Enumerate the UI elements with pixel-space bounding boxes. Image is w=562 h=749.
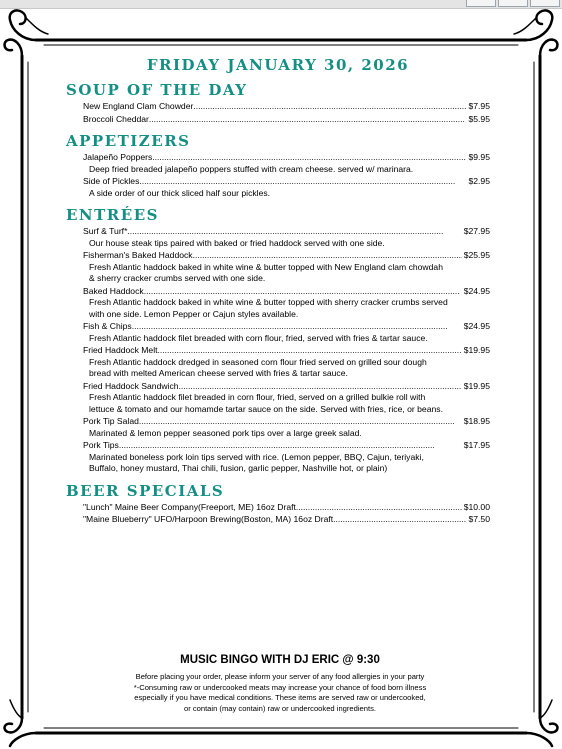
- dot-leader: [132, 320, 462, 333]
- menu-item: [83, 225, 490, 249]
- dot-leader: [149, 113, 467, 126]
- menu-item: [83, 100, 490, 113]
- item-name: New England Clam Chowder: [83, 101, 194, 111]
- item-price: $5.95: [468, 113, 490, 124]
- menu-item-line: [83, 320, 490, 333]
- menu-item-line: [83, 175, 490, 188]
- item-name: "Maine Blueberry" UFO/Harpoon Brewing(Boston, MA) 16oz Draft: [83, 514, 334, 524]
- menu-item: [83, 113, 490, 126]
- item-price: $7.50: [468, 514, 490, 524]
- item-description: Fresh Atlantic haddock filet breaded with corn flour, fried, served with fries & tartar sauce.: [89, 332, 428, 343]
- item-description: Marinated boneless pork loin tips served with rice. (Lemon pepper, BBQ, Cajun, teriyaki, Buffalo, honey mustard, Thai chili, fusion, garlic pepper, Nashville hot, or plain): [89, 451, 424, 473]
- dot-leader: [119, 439, 462, 452]
- item-description: Fresh Atlantic haddock baked in white wine & butter topped with New England clam chowdah & sherry cracker crumbs served with one side.: [89, 261, 443, 283]
- menu-content: [66, 56, 490, 532]
- item-name: Fish & Chips: [83, 321, 132, 331]
- menu-date: FRIDAY JANUARY 30, 2026: [146, 56, 410, 74]
- item-name: Baked Haddock: [83, 285, 144, 296]
- item-description: Fresh Atlantic haddock dredged in seasoned corn flour fried served on grilled sour dough bread with melted American cheese served with fries & tartar sauce.: [89, 356, 427, 378]
- toolbar-button[interactable]: [466, 0, 496, 7]
- menu-item: [83, 249, 490, 285]
- menu-item-line: [83, 439, 490, 452]
- section-title: BEER SPECIALS: [66, 481, 225, 500]
- item-price: $7.95: [468, 101, 490, 111]
- menu-section: [66, 481, 490, 526]
- dot-leader: [296, 501, 462, 514]
- menu-item: [83, 415, 490, 439]
- item-description: Our house steak tips paired with baked or fried haddock served with one side.: [89, 237, 385, 248]
- notice-line: or contain (may contain) raw or undercooked ingredients.: [183, 703, 377, 713]
- item-description: Fresh Atlantic haddock baked in white wine & butter topped with sherry cracker crumbs served with one side. Lemon Pepper or Cajun styles available.: [89, 297, 448, 319]
- menu-item: [83, 380, 490, 416]
- menu-section: [66, 205, 490, 475]
- item-price: $19.95: [463, 345, 490, 355]
- item-price: $18.95: [463, 416, 490, 426]
- event-announcement: MUSIC BINGO WITH DJ ERIC @ 9:30: [180, 654, 380, 666]
- dot-leader: [179, 380, 462, 393]
- dot-leader: [193, 100, 466, 113]
- item-name: Pork Tip Salad: [83, 416, 139, 426]
- dot-leader: [127, 225, 461, 238]
- dot-leader: [152, 151, 466, 164]
- item-price: $2.95: [468, 176, 490, 186]
- item-name: Pork Tips: [83, 440, 119, 450]
- item-name: Fisherman's Baked Haddock: [83, 250, 193, 260]
- item-name: Side of Pickles: [83, 176, 140, 186]
- item-name: Broccoli Cheddar: [83, 113, 149, 124]
- item-price: $17.95: [463, 440, 490, 450]
- menu-item: [83, 513, 490, 526]
- menu-item: [83, 151, 490, 175]
- menu-item-line: [83, 285, 490, 298]
- notice-line: Before placing your order, please inform your server of any food allergies in your party: [135, 672, 425, 681]
- item-name: Fried Haddock Sandwich: [83, 380, 179, 391]
- item-description: Marinated & lemon pepper seasoned pork tips over a large greek salad.: [89, 427, 362, 438]
- menu-item-line: [83, 501, 490, 514]
- menu-item: [83, 439, 490, 475]
- item-price: $27.95: [463, 226, 490, 236]
- menu-item-line: [83, 100, 490, 113]
- allergy-notice: [66, 672, 494, 714]
- menu-item-line: [83, 415, 490, 428]
- dot-leader: [139, 175, 466, 188]
- menu-section: [66, 131, 490, 199]
- menu-footer: [66, 654, 494, 714]
- menu-item-line: [83, 113, 490, 126]
- dot-leader: [333, 513, 466, 526]
- menu-item: [83, 320, 490, 344]
- item-description: Deep fried breaded jalapeño poppers stuffed with cream cheese. served w/ marinara.: [89, 163, 414, 174]
- item-price: $19.95: [463, 380, 490, 391]
- item-price: $24.95: [463, 321, 490, 331]
- menu-sections: [66, 80, 490, 526]
- item-name: Surf & Turf*: [83, 226, 128, 236]
- menu-item: [83, 175, 490, 199]
- dot-leader: [193, 249, 462, 262]
- item-description: Fresh Atlantic haddock filet breaded in corn flour, fried, served on a grilled bulkie roll with lettuce & tomato and our homamde tartar sauce on the side. Served with fries, rice, or beans.: [89, 392, 443, 414]
- dot-leader: [144, 285, 462, 298]
- notice-line: especially if you have medical conditions. These items are served raw or undercooked,: [134, 693, 426, 702]
- menu-item: [83, 344, 490, 380]
- item-name: Jalapeño Poppers: [83, 152, 153, 162]
- section-title: SOUP OF THE DAY: [66, 81, 248, 99]
- menu-item-line: [83, 151, 490, 164]
- toolbar-button[interactable]: [530, 0, 560, 7]
- menu-section: [66, 80, 490, 125]
- section-title: ENTRÉES: [66, 206, 159, 224]
- item-description: A side order of our thick sliced half sour pickles.: [89, 187, 271, 198]
- item-price: $10.00: [463, 501, 490, 512]
- dot-leader: [139, 415, 462, 428]
- notice-line: *-Consuming raw or undercooked meats may increase your chance of food born illness: [133, 682, 427, 692]
- menu-item-line: [83, 249, 490, 262]
- section-title: APPETIZERS: [66, 132, 191, 150]
- menu-item: [83, 501, 490, 514]
- toolbar-button[interactable]: [498, 0, 528, 7]
- menu-item-line: [83, 380, 490, 393]
- item-name: "Lunch" Maine Beer Company(Freeport, ME) 16oz Draft: [83, 501, 296, 512]
- menu-item-line: [83, 344, 490, 357]
- menu-item-line: [83, 225, 490, 238]
- menu-item: [83, 285, 490, 321]
- menu-item-line: [83, 513, 490, 526]
- item-name: Fried Haddock Melt: [83, 345, 158, 355]
- dot-leader: [158, 344, 462, 357]
- item-price: $9.95: [468, 152, 490, 162]
- item-price: $24.95: [463, 285, 490, 296]
- item-price: $25.95: [463, 250, 490, 260]
